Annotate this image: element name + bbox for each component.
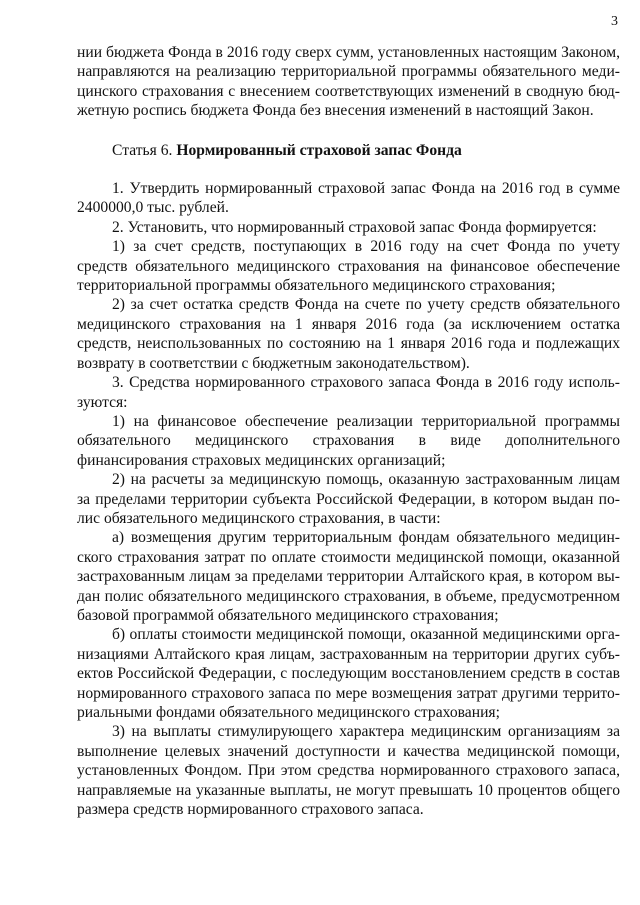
article-label: Статья 6. — [112, 141, 173, 159]
paragraph-3: 3. Средства нормированного страхового запаса Фонда в 2016 году используются: — [77, 374, 620, 411]
article-title: Нормированный страховой запас Фонда — [176, 141, 462, 159]
paragraph-2-item-1: 1) за счет средств, поступающих в 2016 году на счет Фонда по учету средств обязательного медицинского страхования на финансовое обеспечение территориальной программы обязательного медицинского страхования; — [77, 238, 620, 295]
page-number: 3 — [611, 14, 618, 29]
paragraph-2-item-2: 2) за счет остатка средств Фонда на счете по учету средств обязательного медицинского страхования на 1 января 2016 года (за исключением остатка средств, неиспользованных по состоянию на 1 января 2016 года и подлежащих возврату в соответствии с бюджетным законодательством). — [77, 296, 620, 372]
paragraph-3-item-2: 2) на расчеты за медицинскую помощь, оказанную застрахованным лицам за пределами территории субъекта Российской Федерации, в котором выдан полис обязательного медицинского страхования, в части: — [77, 471, 620, 527]
continued-paragraph: нии бюджета Фонда в 2016 году сверх сумм, установленных настоящим Законом, направляются на реализацию территориальной программы обязательного медицинского страхования с внесением соответствующих изменений в сводную бюджетную роспись бюджета Фонда без внесения изменений в настоящий Закон. — [77, 44, 620, 120]
paragraph-3-item-2-b: б) оплаты стоимости медицинской помощи, оказанной медицинскими организациями Алтайского края лицам, застрахованным на территории других субъектов Российской Федерации, с последующим восстановлением средств в состав нормированного страхового запаса по мере возмещения затрат другими территориальными фондами обязательного медицинского страхования; — [77, 626, 620, 721]
paragraph-1: 1. Утвердить нормированный страховой запас Фонда на 2016 год в сумме 2400000,0 тыс. рублей. — [77, 180, 620, 217]
document-body — [77, 43, 620, 819]
paragraph-2: 2. Установить, что нормированный страховой запас Фонда формируется: — [112, 218, 597, 236]
paragraph-3-item-2-a: а) возмещения другим территориальным фондам обязательного медицинского страхования затрат по оплате стоимости медицинской помощи, оказанной застрахованным лицам за пределами территории Алтайского края, в котором выдан полис обязательного медицинского страхования, в объеме, предусмотренном базовой программой обязательного медицинского страхования; — [77, 529, 620, 624]
paragraph-3-item-3: 3) на выплаты стимулирующего характера медицинским организациям за выполнение целевых значений доступности и качества медицинской помощи, установленных Фондом. При этом средства нормированного страхового запаса, направляемые на указанные выплаты, не могут превышать 10 процентов общего размера средств нормированного страхового запаса. — [77, 723, 620, 819]
article-heading — [77, 141, 620, 160]
paragraph-3-item-1: 1) на финансовое обеспечение реализации территориальной программы обязательного медицинского страхования в виде дополнительного финансирования страховых медицинских организаций; — [77, 412, 620, 469]
